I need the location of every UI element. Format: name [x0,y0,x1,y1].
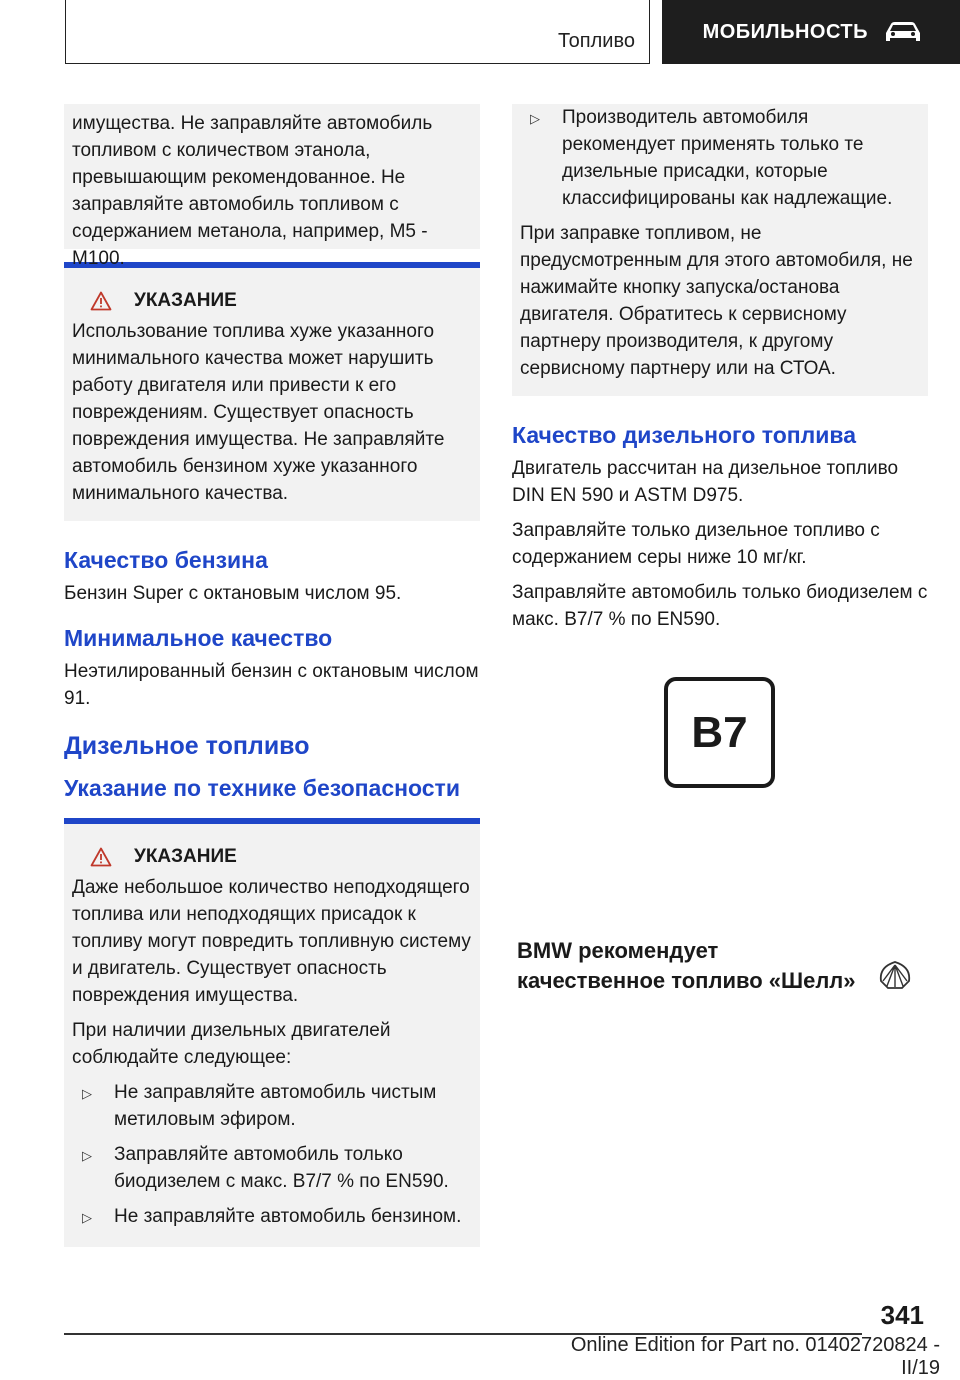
continued-warning-box [512,104,928,396]
triangle-bullet-icon: ▷ [82,1086,92,1101]
warning-text: При заправке топливом, не предусмотренным для этого автомобиля, не нажимайте кнопку запуска/останова двигателя. Обратитесь к сервисному партнеру производителя, к другому сервисному партнеру или на СТОА. [520,223,913,379]
shell-recommendation [517,936,897,996]
list-item [520,104,920,212]
b7-fuel-label: B7 [664,677,775,788]
header-section-frame [65,0,650,64]
car-icon [882,19,924,45]
warning-bar [64,262,480,268]
edition-info: Online Edition for Part no. 01402720824 - II/19 [570,1334,940,1379]
triangle-bullet-icon: ▷ [530,111,540,126]
warning-heading [90,290,472,312]
shell-line-1: BMW рекомендует [517,938,719,963]
section-title: Топливо [558,30,635,52]
list-item [72,1141,472,1195]
chapter-tab [662,0,960,64]
right-column [512,104,928,641]
petrol-quality-text: Бензин Super с октановым числом 95. [64,583,402,604]
warning-box-1 [64,262,480,521]
list-item-text: Не заправляйте автомобиль чистым метиловым эфиром. [114,1082,437,1130]
warning-triangle-icon [90,847,112,867]
warning-text-intro: При наличии дизельных двигателей соблюдайте следующее: [72,1020,391,1068]
left-column [64,104,480,1247]
warning-title: УКАЗАНИЕ [134,290,237,311]
diesel-quality-text-3: Заправляйте автомобиль только биодизелем с макс. B7/7 % по EN590. [512,582,928,630]
list-item-text: Не заправляйте автомобиль бензином. [114,1206,462,1227]
shell-logo-icon [878,959,912,991]
list-item [72,1203,472,1231]
list-item [72,1079,472,1133]
chapter-title: МОБИЛЬНОСТЬ [702,20,868,43]
continued-text: имущества. Не заправляйте автомобиль топливом с количеством этанола, превышающим рекомендованное. Не заправляйте автомобиль топливом с содержанием метанола, например, M5 - M100. [72,113,433,269]
section-heading-diesel-quality: Качество дизельного топлива [512,422,857,448]
list-item-text: Производитель автомобиля рекомендует применять только те дизельные присадки, которые классифицированы как надлежащие. [562,107,893,209]
diesel-quality-text-2: Заправляйте только дизельное топливо с содержанием серы ниже 10 мг/кг. [512,520,880,568]
warning-heading [90,846,472,868]
warning-bar [64,818,480,824]
page-number: 341 [880,1300,924,1330]
shell-line-2: качественное топливо «Шелл» [517,968,856,993]
chapter-heading-diesel: Дизельное топливо [64,732,310,760]
warning-text: Даже небольшое количество неподходящего топлива или неподходящих присадок к топливу могут повредить топливную систему и двигатель. Существует опасность повреждения имущества. [72,877,471,1006]
warning-box-2 [64,818,480,1247]
triangle-bullet-icon: ▷ [82,1210,92,1225]
triangle-bullet-icon: ▷ [82,1148,92,1163]
section-heading-safety: Указание по технике безопасности [64,775,460,801]
warning-text: Использование топлива хуже указанного минимального качества может нарушить работу двигателя или привести к его повреждениям. Существует опасность повреждения имущества. Не заправляйте автомобиль бензином хуже указанного минимального качества. [72,321,445,504]
section-heading-petrol-quality: Качество бензина [64,547,268,573]
continued-text-box [64,104,480,269]
warning-triangle-icon [90,291,112,311]
section-heading-min-quality: Минимальное качество [64,625,333,651]
diesel-quality-text-1: Двигатель рассчитан на дизельное топливо DIN EN 590 и ASTM D975. [512,458,899,506]
list-item-text: Заправляйте автомобиль только биодизелем с макс. B7/7 % по EN590. [114,1144,449,1192]
warning-title: УКАЗАНИЕ [134,846,237,867]
min-quality-text: Неэтилированный бензин с октановым числом 91. [64,661,479,709]
